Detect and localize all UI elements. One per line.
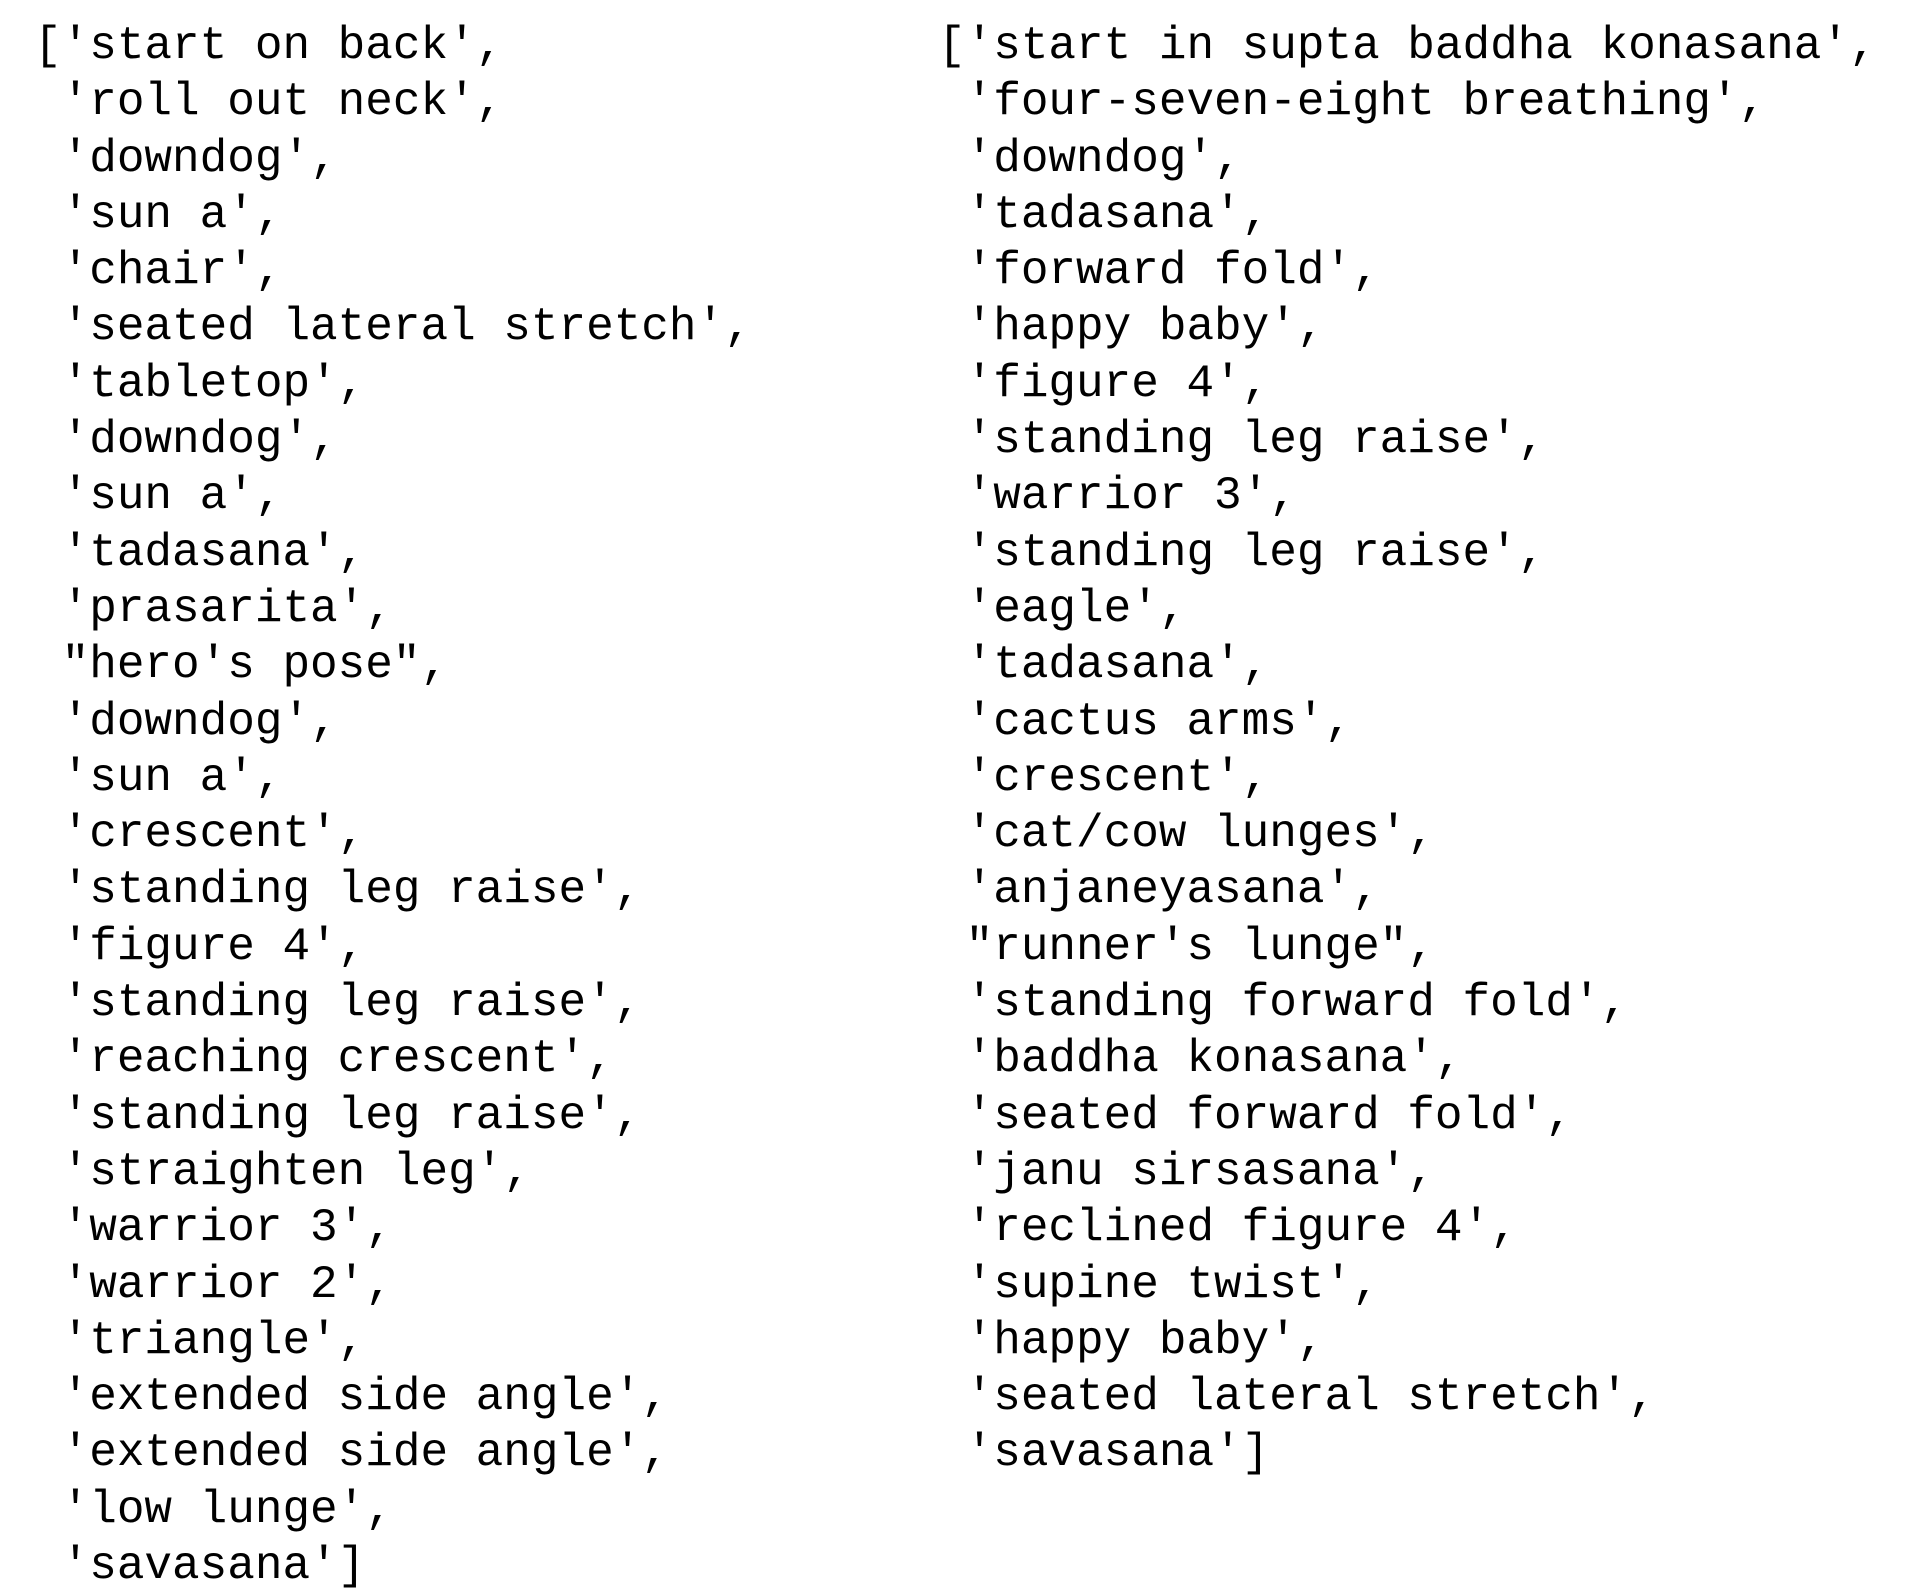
list-item: 'extended side angle', bbox=[34, 1371, 669, 1424]
right-pose-list bbox=[938, 18, 1877, 1482]
list-item: ['start on back', bbox=[34, 20, 504, 72]
list-item: 'seated lateral stretch', bbox=[938, 1371, 1656, 1424]
list-item: 'chair', bbox=[34, 245, 283, 298]
list-item: 'tadasana', bbox=[34, 526, 366, 579]
list-item: 'happy baby', bbox=[938, 1314, 1325, 1367]
list-item: 'standing leg raise', bbox=[34, 1089, 642, 1142]
list-item: 'standing leg raise', bbox=[34, 864, 642, 917]
list-item: 'warrior 3', bbox=[938, 470, 1297, 523]
list-item: 'standing leg raise', bbox=[938, 526, 1546, 579]
list-item: 'standing leg raise', bbox=[938, 414, 1546, 467]
list-item: 'figure 4', bbox=[938, 357, 1270, 410]
list-item: "hero's pose", bbox=[34, 639, 449, 692]
list-item: 'savasana'] bbox=[34, 1540, 366, 1593]
list-item: 'sun a', bbox=[34, 751, 283, 804]
list-item: ['start in supta baddha konasana', bbox=[938, 20, 1877, 72]
list-item: 'tabletop', bbox=[34, 357, 366, 410]
list-item: 'cactus arms', bbox=[938, 695, 1353, 748]
list-item: 'downdog', bbox=[34, 695, 338, 748]
list-item: 'forward fold', bbox=[938, 245, 1380, 298]
list-item: 'reaching crescent', bbox=[34, 1033, 614, 1086]
list-item: 'roll out neck', bbox=[34, 76, 504, 129]
list-item: 'standing forward fold', bbox=[938, 977, 1629, 1030]
list-item: 'savasana'] bbox=[938, 1427, 1270, 1480]
list-item: 'supine twist', bbox=[938, 1258, 1380, 1311]
list-item: 'anjaneyasana', bbox=[938, 864, 1380, 917]
list-item: 'downdog', bbox=[938, 132, 1242, 185]
list-item: 'warrior 3', bbox=[34, 1202, 393, 1255]
list-item: 'tadasana', bbox=[938, 639, 1270, 692]
list-item: 'tadasana', bbox=[938, 188, 1270, 241]
list-item: 'prasarita', bbox=[34, 582, 393, 635]
left-pose-list bbox=[34, 18, 752, 1594]
list-item: 'warrior 2', bbox=[34, 1258, 393, 1311]
list-item: 'janu sirsasana', bbox=[938, 1145, 1435, 1198]
list-item: 'cat/cow lunges', bbox=[938, 808, 1435, 861]
list-item: 'triangle', bbox=[34, 1314, 366, 1367]
list-item: 'reclined figure 4', bbox=[938, 1202, 1518, 1255]
list-item: 'seated forward fold', bbox=[938, 1089, 1573, 1142]
list-item: 'extended side angle', bbox=[34, 1427, 669, 1480]
list-item: 'eagle', bbox=[938, 582, 1187, 635]
list-item: 'four-seven-eight breathing', bbox=[938, 76, 1767, 129]
list-item: 'straighten leg', bbox=[34, 1145, 531, 1198]
list-item: 'low lunge', bbox=[34, 1483, 393, 1536]
list-item: 'happy baby', bbox=[938, 301, 1325, 354]
list-item: 'sun a', bbox=[34, 188, 283, 241]
list-item: 'seated lateral stretch', bbox=[34, 301, 752, 354]
list-item: 'crescent', bbox=[938, 751, 1270, 804]
list-item: 'sun a', bbox=[34, 470, 283, 523]
list-item: 'standing leg raise', bbox=[34, 977, 642, 1030]
list-item: 'downdog', bbox=[34, 132, 338, 185]
list-item: 'crescent', bbox=[34, 808, 366, 861]
list-item: 'figure 4', bbox=[34, 920, 366, 973]
list-item: 'downdog', bbox=[34, 414, 338, 467]
list-item: 'baddha konasana', bbox=[938, 1033, 1463, 1086]
list-item: "runner's lunge", bbox=[938, 920, 1435, 973]
